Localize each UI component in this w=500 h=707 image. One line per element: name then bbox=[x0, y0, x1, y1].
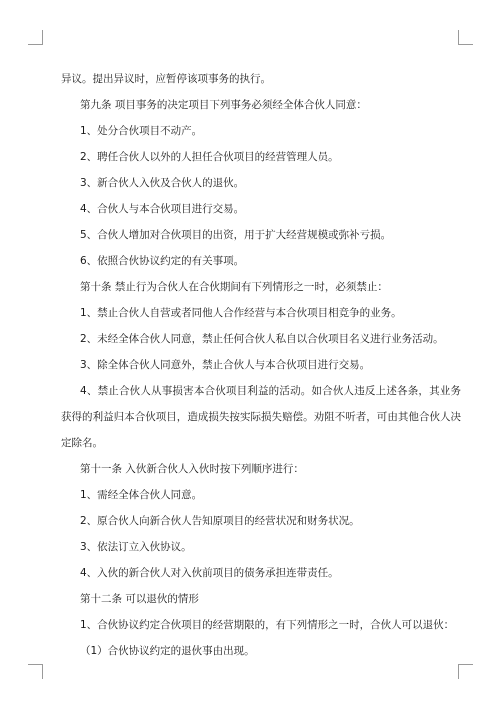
crop-mark-bottom-left bbox=[28, 664, 43, 679]
list-item: 5、合伙人增加对合伙项目的出资，用于扩大经营规模或弥补亏损。 bbox=[80, 229, 392, 241]
list-item: 4、入伙的新合伙人对入伙前项目的债务承担连带责任。 bbox=[80, 567, 339, 579]
list-item: 3、依法订立入伙协议。 bbox=[80, 541, 192, 553]
article-10-heading: 第十条 禁止行为合伙人在合伙期间有下列情形之一时，必须禁止： bbox=[80, 281, 388, 293]
list-item: 2、原合伙人向新合伙人告知原项目的经营状况和财务状况。 bbox=[80, 515, 360, 527]
list-item: 6、依照合伙协议约定的有关事项。 bbox=[80, 255, 245, 267]
list-item: 2、聘任合伙人以外的人担任合伙项目的经营管理人员。 bbox=[80, 151, 339, 163]
list-item: 3、新合伙人入伙及合伙人的退伙。 bbox=[80, 177, 245, 189]
crop-mark-top-right bbox=[458, 30, 473, 45]
paragraph: 异议。提出异议时，应暂停该项事务的执行。 bbox=[61, 73, 271, 85]
document-body bbox=[61, 66, 461, 664]
sub-list-item: （1）合伙协议约定的退伙事由出现。 bbox=[80, 645, 255, 657]
article-11-heading: 第十一条 入伙新合伙人入伙时按下列顺序进行： bbox=[80, 463, 304, 475]
article-12-heading: 第十二条 可以退伙的情形 bbox=[80, 593, 199, 605]
list-item: 1、处分合伙项目不动产。 bbox=[80, 125, 203, 137]
list-item: 1、合伙协议约定合伙项目的经营期限的，有下列情形之一时，合伙人可以退伙： bbox=[80, 619, 455, 631]
list-item: 4、禁止合伙人从事损害本合伙项目利益的活动。如合伙人违反上述各条，其业务获得的利益归本合伙项目，造成损失按实际损失赔偿。劝阻不听者，可由其他合伙人决定除名。 bbox=[61, 385, 461, 449]
list-item: 2、未经全体合伙人同意，禁止任何合伙人私自以合伙项目名义进行业务活动。 bbox=[80, 333, 444, 345]
list-item: 1、禁止合伙人自营或者同他人合作经营与本合伙项目相竞争的业务。 bbox=[80, 307, 402, 319]
list-item: 3、除全体合伙人同意外，禁止合伙人与本合伙项目进行交易。 bbox=[80, 359, 371, 371]
crop-mark-top-left bbox=[28, 30, 43, 45]
article-9-heading: 第九条 项目事务的决定项目下列事务必须经全体合伙人同意： bbox=[80, 99, 367, 111]
list-item: 1、需经全体合伙人同意。 bbox=[80, 489, 203, 501]
crop-mark-bottom-right bbox=[458, 664, 473, 679]
list-item: 4、合伙人与本合伙项目进行交易。 bbox=[80, 203, 245, 215]
